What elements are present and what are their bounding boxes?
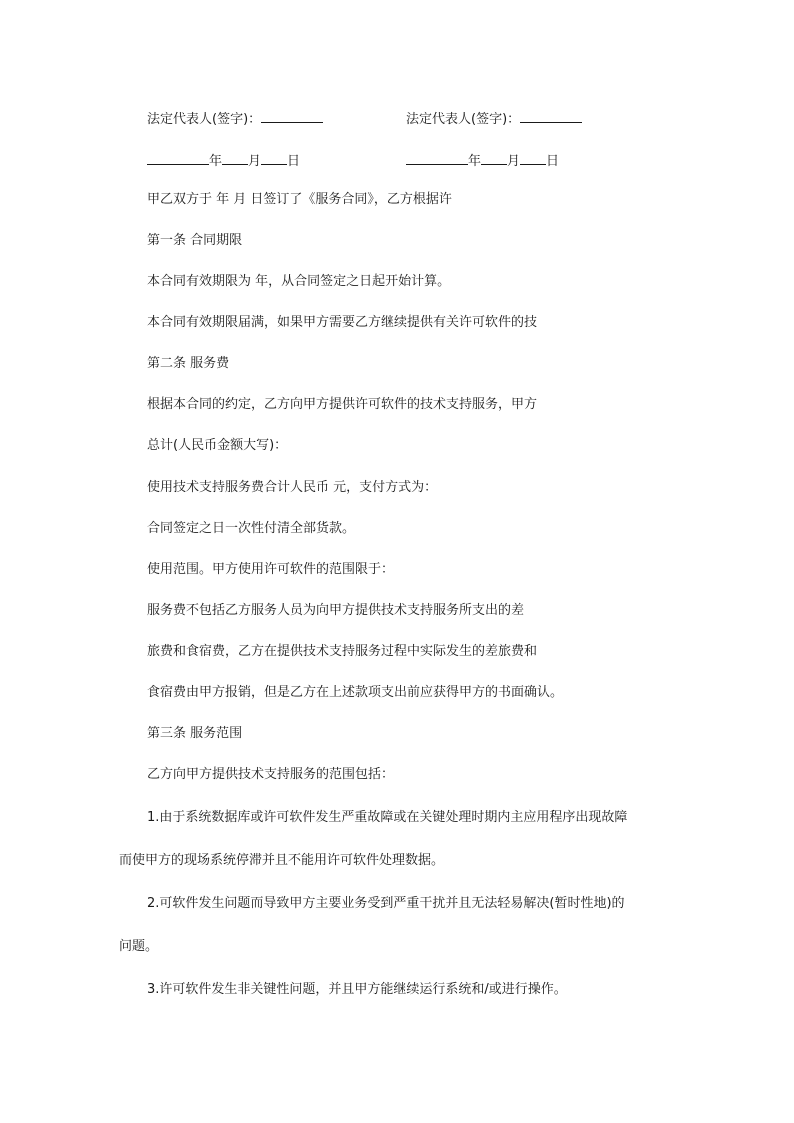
date-right-month-blank (481, 150, 507, 165)
paragraph-scope-intro: 乙方向甲方提供技术支持服务的范围包括： (147, 767, 395, 782)
paragraph-fee-payment: 使用技术支持服务费合计人民币 元，支付方式为： (147, 480, 438, 495)
signature-right-blank (520, 108, 582, 123)
date-left-day-label: 日 (287, 154, 301, 169)
paragraph-fee-lump-sum: 合同签定之日一次性付清全部货款。 (147, 521, 356, 536)
signature-left-blank (261, 108, 323, 123)
date-right (406, 150, 559, 168)
date-right-day-blank (520, 150, 546, 165)
date-left (147, 150, 300, 168)
signature-left-label: 法定代表人(签字)： (147, 112, 262, 127)
paragraph-expenses-3: 食宿费由甲方报销，但是乙方在上述款项支出前应获得甲方的书面确认。 (147, 685, 564, 700)
date-left-month-label: 月 (248, 154, 262, 169)
list-item-2-line-1: 2.可软件发生问题而导致甲方主要业务受到严重干扰并且无法轻易解决(暂时性地)的 (147, 896, 625, 911)
signature-right (406, 108, 582, 126)
date-right-month-label: 月 (507, 154, 521, 169)
date-right-year-label: 年 (468, 154, 482, 169)
paragraph-usage-scope: 使用范围。甲方使用许可软件的范围限于： (147, 562, 395, 577)
article-2-heading: 第二条 服务费 (147, 356, 230, 371)
date-left-month-blank (222, 150, 248, 165)
paragraph-term: 本合同有效期限为 年，从合同签定之日起开始计算。 (147, 274, 451, 289)
list-item-2-line-2: 问题。 (119, 939, 159, 954)
paragraph-expenses-1: 服务费不包括乙方服务人员为向甲方提供技术支持服务所支出的差 (147, 603, 525, 618)
date-right-year-blank (406, 150, 468, 165)
list-item-3: 3.许可软件发生非关键性问题，并且甲方能继续运行系统和/或进行操作。 (147, 982, 567, 997)
date-left-year-label: 年 (209, 154, 223, 169)
date-right-day-label: 日 (546, 154, 560, 169)
paragraph-expenses-2: 旅费和食宿费，乙方在提供技术支持服务过程中实际发生的差旅费和 (147, 644, 538, 659)
date-left-year-blank (147, 150, 209, 165)
paragraph-fee: 根据本合同的约定，乙方向甲方提供许可软件的技术支持服务，甲方 (147, 397, 538, 412)
signature-left (147, 108, 323, 126)
paragraph-intro: 甲乙双方于 年 月 日签订了《服务合同》，乙方根据许 (147, 192, 452, 207)
date-left-day-blank (261, 150, 287, 165)
signature-right-label: 法定代表人(签字)： (406, 112, 521, 127)
list-item-1-line-2: 而使甲方的现场系统停滞并且不能用许可软件处理数据。 (119, 853, 445, 868)
paragraph-fee-total: 总计(人民币金额大写)： (147, 438, 288, 453)
article-3-heading: 第三条 服务范围 (147, 726, 243, 741)
list-item-1-line-1: 1.由于系统数据库或许可软件发生严重故障或在关键处理时期内主应用程序出现故障 (147, 810, 628, 825)
article-1-heading: 第一条 合同期限 (147, 233, 243, 248)
paragraph-term-renewal: 本合同有效期限届满，如果甲方需要乙方继续提供有关许可软件的技 (147, 315, 538, 330)
